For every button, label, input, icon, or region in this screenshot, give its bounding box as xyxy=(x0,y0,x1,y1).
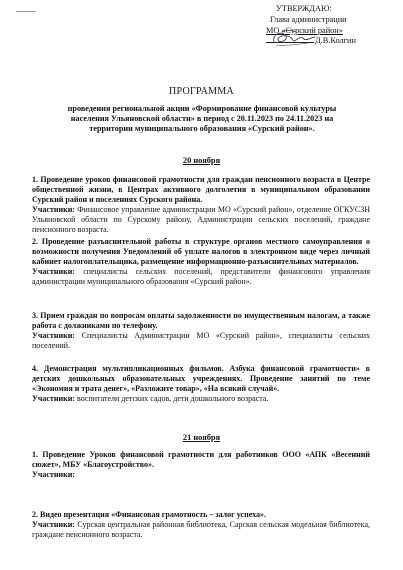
participants-text: специалисты сельских поселений, представители финансового управления администрации муниципального образования «Сурский район». xyxy=(32,267,370,286)
event-item-6 xyxy=(32,510,370,540)
event-heading: 2. Видео презентация «Финансовая грамотность – залог успеха». xyxy=(32,510,266,519)
event-heading: 4. Демонстрация мультипликационных фильмов. Азбука финансовой грамотности» в детских дошкольных образовательных учреждениях. Проведение занятий по теме «Экономия и трата денег», «Разложите товар», «На всякий случай». xyxy=(32,364,370,393)
participants-text: воспитатели детских садов, дети дошкольного возраста. xyxy=(74,394,269,403)
approval-heading: УТВЕРЖДАЮ: xyxy=(276,4,332,13)
document-subtitle: проведения региональной акции «Формирование финансовой культуры населения Ульяновской области» в период с 20.11.2023 по 24.11.2023 на территории муниципального образования «Сурский район». xyxy=(67,104,337,133)
participants-label: Участники: xyxy=(32,520,75,529)
event-item-5 xyxy=(32,450,370,480)
event-item-4 xyxy=(32,364,370,404)
event-heading: 1. Проведение Уроков финансовой грамотности для работников ООО «АПК «Весенний сюжет», МБУ «Благоустройство». xyxy=(32,450,370,469)
approval-name: Д.В.Колгин xyxy=(315,36,356,46)
approval-signature-line xyxy=(250,36,400,47)
approval-block xyxy=(250,4,400,47)
scan-corner-mark xyxy=(16,11,36,12)
event-item-3 xyxy=(32,311,370,351)
signature-blank xyxy=(266,42,314,43)
participants-label: Участники: xyxy=(32,470,75,479)
participants-label: Участники: xyxy=(32,267,75,276)
participants-text: Финансовое управление администрации МО «Сурский район», отделение ОГКУСЗН Ульяновской области по Сурскому району, Администрации сельских поселений, граждане пенсионного возраста. xyxy=(32,205,370,234)
participants-label: Участники: xyxy=(32,331,75,340)
event-heading: 1. Проведение уроков финансовой грамотности для граждан пенсионного возраста в Центре общественной жизни, в Центрах активного долголетия в муниципальном образовании Сурский район и поселениях Сурского района. xyxy=(32,175,370,204)
participants-text: Специалисты Администрации МО «Сурский район», специалисты сельских поселений. xyxy=(32,331,370,350)
event-item-2 xyxy=(32,237,370,287)
day-heading-21: 21 ноября xyxy=(182,433,221,442)
approval-organization: МО «Сурский район» xyxy=(266,25,343,35)
event-heading: 3. Прием граждан по вопросам оплаты задолженности по имущественным налогам, а также работа с должниками по телефону. xyxy=(32,311,370,330)
event-heading: 2. Проведение разъяснительной работы в структуре органов местного самоуправления о возможности получения Уведомлений об уплате налогов в электронном виде через личный кабинет налогоплательщика, размещение информационно-разъяснительных материалов. xyxy=(32,237,370,266)
approval-position: Глава администрации xyxy=(270,14,347,24)
participants-label: Участники: xyxy=(32,205,75,214)
event-item-1 xyxy=(32,175,370,235)
participants-label: Участники: xyxy=(32,394,75,403)
day-heading-20: 20 ноября xyxy=(182,156,221,165)
participants-text: Сурская центральная районная библиотека, Сарская сельская модельная библиотека, граждане пенсионного возраста. xyxy=(32,520,370,539)
document-title: ПРОГРАММА xyxy=(168,86,235,97)
